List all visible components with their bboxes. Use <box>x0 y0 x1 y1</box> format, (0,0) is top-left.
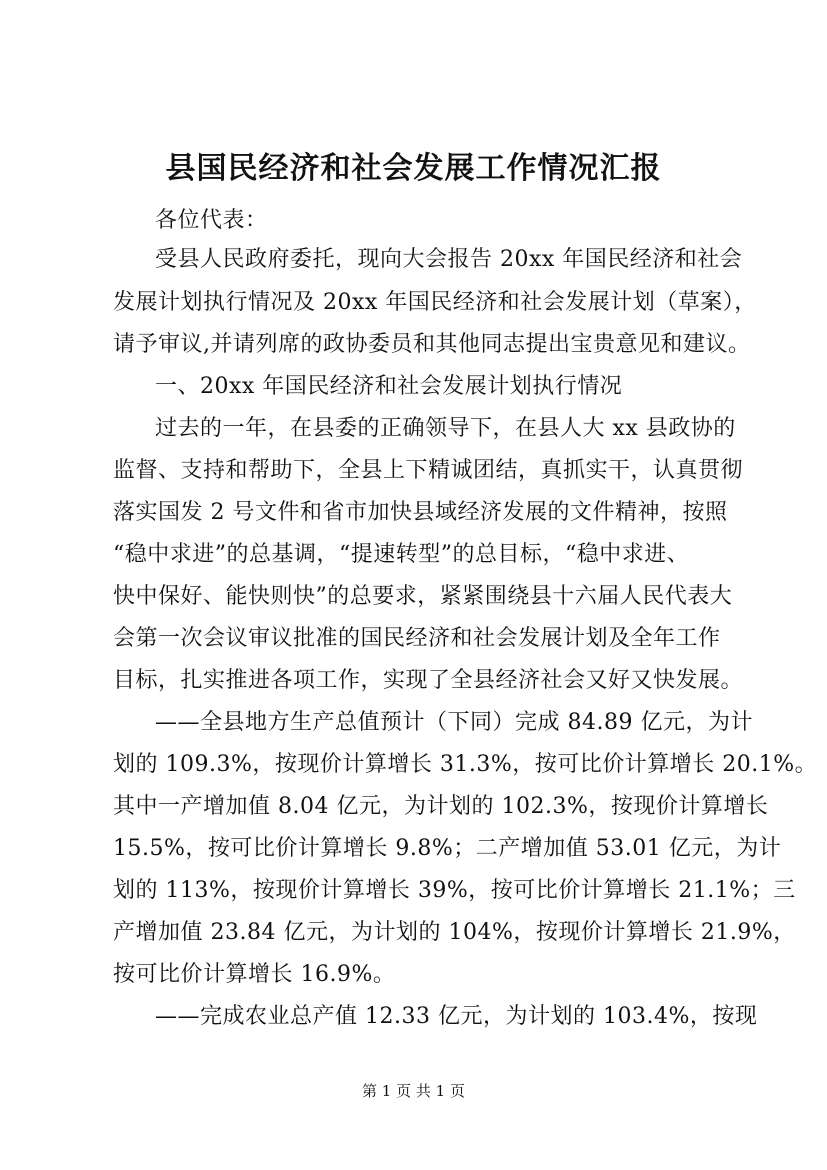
paragraph-line: 会第一次会议审议批准的国民经济和社会发展计划及全年工作 <box>113 626 721 651</box>
paragraph-line: 落实国发 2 号文件和省市加快县域经济发展的文件精神，按照 <box>113 500 728 525</box>
paragraph-line: ——完成农业总产值 12.33 亿元，为计划的 103.4%，按现 <box>155 1004 758 1029</box>
paragraph-line: 过去的一年，在县委的正确领导下，在县人大 xx 县政协的 <box>155 416 736 441</box>
paragraph-line: 划的 109.3%，按现价计算增长 31.3%，按可比价计算增长 20.1%。 <box>113 752 818 777</box>
paragraph-line: 按可比价计算增长 16.9%。 <box>113 962 396 987</box>
paragraph-line: 请予审议,并请列席的政协委员和其他同志提出宝贵意见和建议。 <box>113 332 751 357</box>
section-heading: 一、20xx 年国民经济和社会发展计划执行情况 <box>155 374 623 399</box>
paragraph-line: 快中保好、能快则快”的总要求，紧紧围绕县十六届人民代表大 <box>113 584 733 609</box>
paragraph-line: 发展计划执行情况及 20xx 年国民经济和社会发展计划（草案）， <box>113 290 757 315</box>
paragraph-line: 受县人民政府委托，现向大会报告 20xx 年国民经济和社会 <box>155 247 743 272</box>
salutation: 各位代表： <box>155 208 268 233</box>
paragraph-line: 15.5%，按可比价计算增长 9.8%；二产增加值 53.01 亿元，为计 <box>113 836 782 861</box>
paragraph-line: 划的 113%，按现价计算增长 39%，按可比价计算增长 21.1%；三 <box>113 878 796 903</box>
page-number: 第 1 页 共 1 页 <box>362 1082 465 1100</box>
paragraph-line: 产增加值 23.84 亿元，为计划的 104%，按现价计算增长 21.9%， <box>113 920 796 945</box>
document-title: 县国民经济和社会发展工作情况汇报 <box>165 151 662 186</box>
paragraph-line: 目标，扎实推进各项工作，实现了全县经济社会又好又快发展。 <box>113 668 744 693</box>
paragraph-line: “稳中求进”的总基调，“提速转型”的总目标，“稳中求进、 <box>113 542 690 567</box>
paragraph-line: ——全县地方生产总值预计（下同）完成 84.89 亿元，为计 <box>155 710 753 735</box>
paragraph-line: 监督、支持和帮助下，全县上下精诚团结，真抓实干，认真贯彻 <box>113 458 744 483</box>
paragraph-line: 其中一产增加值 8.04 亿元，为计划的 102.3%，按现价计算增长 <box>113 794 769 819</box>
